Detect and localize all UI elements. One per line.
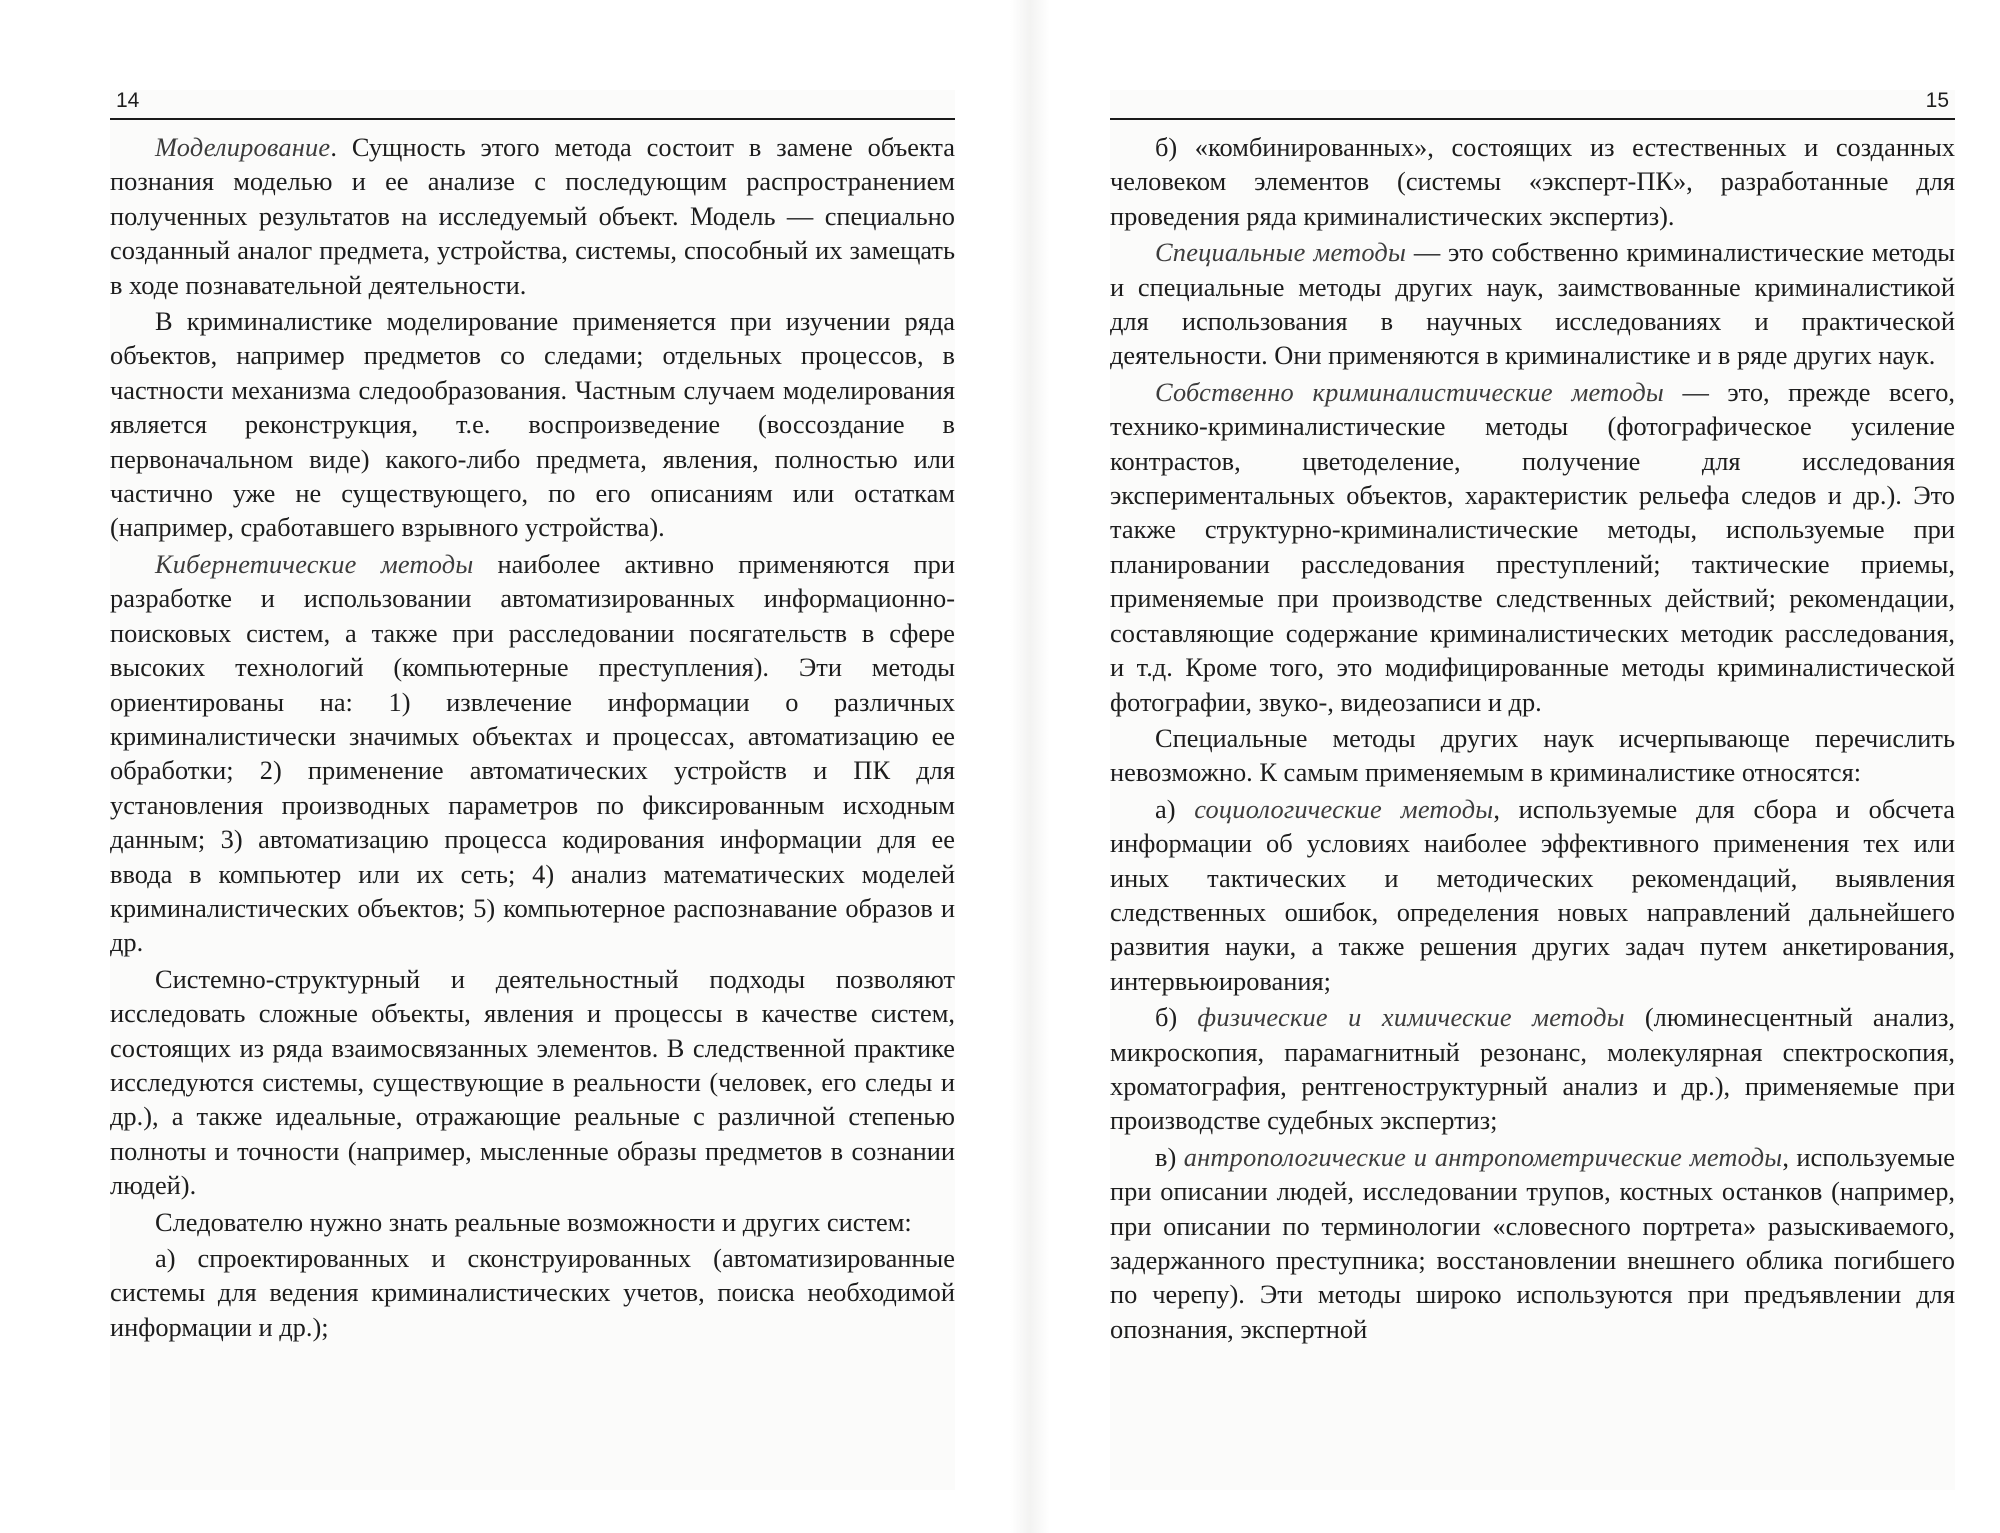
paragraph-text: , используемые при описании людей, исследовании трупов, костных останков (например, при описании по терминологии «словесного портрета» разыскиваемого, задержанного преступника; восстановлении внешнего облика погибшего по черепу). Эти методы широко используются при предъявлении для опознания, экспертной [1110, 1141, 1955, 1344]
italic-term: Моделирование [155, 132, 331, 162]
paragraph-text: (люминесцентный анализ, микроскопия, парамагнитный резонанс, молекулярная спектроскопия, хроматография, рентгеноструктурный анализ и др.), применяемые при производстве судебных экспертиз; [1110, 1002, 1955, 1136]
list-prefix: б) [1155, 1002, 1198, 1033]
italic-term: физические и химические методы [1197, 1002, 1625, 1033]
paragraph [110, 130, 955, 302]
paragraph [110, 962, 955, 1203]
list-prefix: а) [1155, 793, 1195, 824]
italic-term: Собственно криминалистические методы [1155, 376, 1664, 407]
left-page-header [110, 90, 955, 120]
paragraph [1110, 721, 1955, 790]
paragraph [1110, 130, 1955, 233]
paragraph [1110, 792, 1955, 998]
right-page-body [1110, 120, 1955, 1346]
page-number: 14 [116, 89, 140, 112]
paragraph [110, 547, 955, 960]
paragraph [1110, 235, 1955, 373]
paragraph-text: Следователю нужно знать реальные возможности и других систем: [155, 1206, 912, 1237]
left-page [110, 90, 955, 1490]
paragraph [1110, 1140, 1955, 1346]
italic-term: Кибернетические методы [155, 548, 474, 579]
paragraph [110, 1241, 955, 1344]
paragraph [1110, 1000, 1955, 1138]
list-prefix: в) [1155, 1141, 1184, 1172]
paragraph-text: Системно-структурный и деятельностный подходы позволяют исследовать сложные объекты, явления и процессы в качестве систем, состоящих из ряда взаимосвязанных элементов. В следственной практике исследуются системы, существующие в реальности (человек, его следы и др.), а также идеальные, отражающие реальные с различной степенью полноты и точности (например, мысленные образы предметов в сознании людей). [110, 963, 955, 1201]
paragraph-text: Специальные методы других наук исчерпывающе перечислить невозможно. К самым применяемым в криминалистике относятся: [1110, 722, 1955, 788]
paragraph-text: — это собственно криминалистические методы и специальные методы других наук, заимствованные криминалистикой для использования в научных исследованиях и практической деятельности. Они применяются в криминалистике и в ряде других наук. [1110, 237, 1956, 371]
paragraph-text: , используемые для сбора и обсчета информации об условиях наиболее эффективного применения тех или иных тактических и методических рекомендаций, выявления следственных ошибок, определения новых направлений дальнейшего развития науки, а также решения других задач путем анкетирования, интервьюирования; [1110, 793, 1955, 996]
paragraph [110, 304, 955, 545]
paragraph-text: — это, прежде всего, технико-криминалистические методы (фотографическое усиление контрастов, цветоделение, получение для исследования экспериментальных объектов, характеристик рельефа следов и др.). Это также структурно-криминалистические методы, используемые при планировании расследования преступлений; тактические приемы, применяемые при производстве следственных действий; рекомендации, составляющие содержание криминалистических методик расследования, и т.д. Кроме того, это модифицированные методы криминалистической фотографии, звуко-, видеозаписи и др. [1110, 376, 1955, 717]
page-number: 15 [1925, 89, 1949, 112]
paragraph-text: б) «комбинированных», состоящих из естественных и созданных человеком элементов (системы «эксперт-ПК», разработанные для проведения ряда криминалистических экспертиз). [1110, 132, 1955, 231]
book-gutter [1010, 0, 1050, 1533]
paragraph [110, 1205, 955, 1239]
paragraph [1110, 375, 1955, 719]
left-page-body [110, 120, 955, 1344]
italic-term: антропологические и антропометрические методы [1183, 1141, 1783, 1172]
paragraph-text: . Сущность этого метода состоит в замене объекта познания моделью и ее анализе с последующим распространением полученных результатов на исследуемый объект. Модель — специально созданный аналог предмета, устройства, системы, способный их замещать в ходе познавательной деятельности. [110, 132, 955, 300]
right-page-header [1110, 90, 1955, 120]
right-page [1110, 90, 1955, 1490]
paragraph-text: наиболее активно применяются при разработке и использовании автоматизированных информационно-поисковых систем, а также при расследовании посягательств в сфере высоких технологий (компьютерные преступления). Эти методы ориентированы на: 1) извлечение информации о различных криминалистически значимых объектах и процессах, автоматизацию ее обработки; 2) применение автоматических устройств и ПК для установления производных параметров по фиксированным исходным данным; 3) автоматизацию процесса кодирования информации для ее ввода в компьютер или их сеть; 4) анализ математических моделей криминалистических объектов; 5) компьютерное распознавание образов и др. [110, 548, 955, 958]
italic-term: Специальные методы [1155, 237, 1407, 268]
paragraph-text: а) спроектированных и сконструированных (автоматизированные системы для ведения криминалистических учетов, поиска необходимой информации и др.); [110, 1243, 955, 1342]
italic-term: социологические методы [1194, 793, 1494, 824]
paragraph-text: В криминалистике моделирование применяется при изучении ряда объектов, например предметов со следами; отдельных процессов, в частности механизма следообразования. Частным случаем моделирования является реконструкция, т.е. воспроизведение (воссоздание в первоначальном виде) какого-либо предмета, явления, полностью или частично уже не существующего, по его описаниям или остаткам (например, сработавшего взрывного устройства). [110, 306, 955, 543]
